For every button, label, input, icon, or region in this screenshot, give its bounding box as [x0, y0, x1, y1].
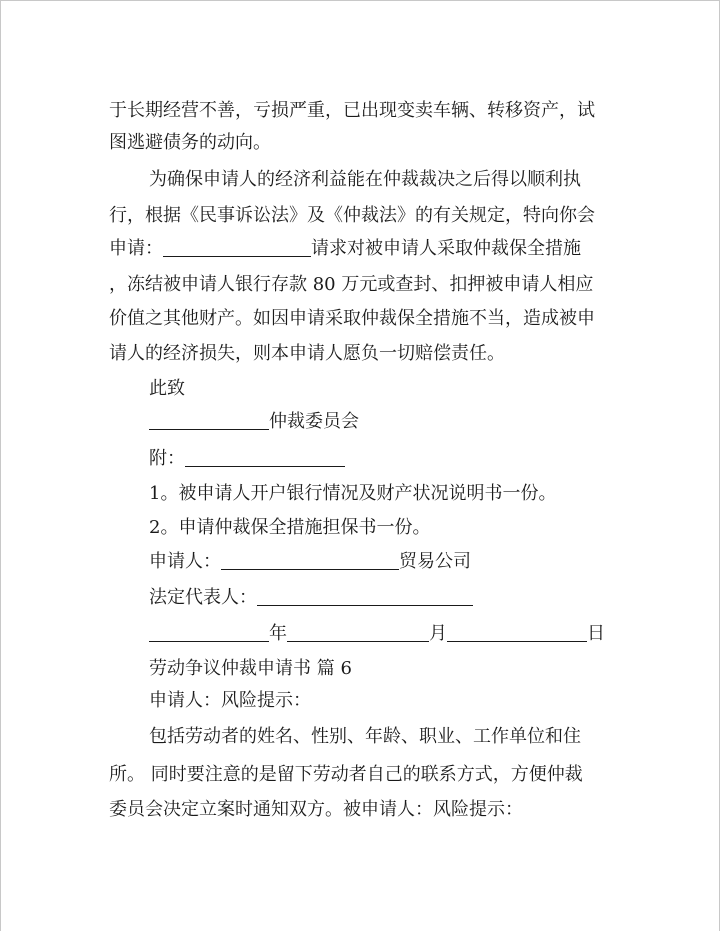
date-line [149, 622, 605, 646]
paragraph-line: 委员会决定立案时通知双方。被申请人：风险提示： [109, 799, 523, 820]
paragraph-line: 包括劳动者的姓名、性别、年龄、职业、工作单位和住 [149, 726, 581, 747]
request-text: 请求对被申请人采取仲裁保全措施 [311, 238, 581, 259]
month-blank [287, 623, 429, 642]
application-request-line [109, 237, 581, 261]
section-heading: 劳动争议仲裁申请书 篇 6 [149, 658, 352, 679]
committee-label: 仲裁委员会 [269, 411, 359, 432]
paragraph-line: 请人的经济损失，则本申请人愿负一切赔偿责任。 [109, 343, 505, 364]
applicant-blank [221, 551, 399, 570]
applicant-heading: 申请人：风险提示： [149, 690, 311, 711]
request-blank [163, 238, 311, 257]
paragraph-line: 价值之其他财产。如因申请采取仲裁保全措施不当，造成被申 [109, 308, 595, 329]
applicant-suffix: 贸易公司 [399, 551, 471, 572]
legal-representative-line [149, 586, 473, 610]
paragraph-line: 为确保申请人的经济利益能在仲裁裁决之后得以顺利执 [149, 169, 581, 190]
day-label: 日 [587, 623, 605, 644]
attachment-blank [185, 448, 345, 467]
applicant-label: 申请人： [149, 551, 221, 572]
legal-representative-label: 法定代表人： [149, 587, 257, 608]
applicant-line [149, 550, 471, 574]
year-blank [149, 623, 269, 642]
year-label: 年 [269, 623, 287, 644]
paragraph-line: 所。 同时要注意的是留下劳动者自己的联系方式，方便仲裁 [109, 764, 583, 785]
day-blank [447, 623, 587, 642]
month-label: 月 [429, 623, 447, 644]
legal-representative-blank [257, 587, 473, 606]
attachment-label: 附： [149, 448, 185, 469]
request-label: 申请： [109, 238, 163, 259]
paragraph-line: 于长期经营不善，亏损严重，已出现变卖车辆、转移资产，试 [109, 100, 595, 121]
paragraph-line: ，冻结被申请人银行存款 80 万元或查封、扣押被申请人相应 [109, 274, 594, 295]
attachment-item: 2。申请仲裁保全措施担保书一份。 [149, 517, 431, 538]
salutation: 此致 [149, 378, 185, 399]
paragraph-line: 行，根据《民事诉讼法》及《仲裁法》的有关规定，特向你会 [109, 205, 595, 226]
paragraph-line: 图逃避债务的动向。 [109, 132, 271, 153]
addressee-line [149, 410, 359, 434]
committee-name-blank [149, 411, 269, 430]
attachment-item: 1。被申请人开户银行情况及财产状况说明书一份。 [149, 483, 557, 504]
attachment-line [149, 447, 345, 471]
